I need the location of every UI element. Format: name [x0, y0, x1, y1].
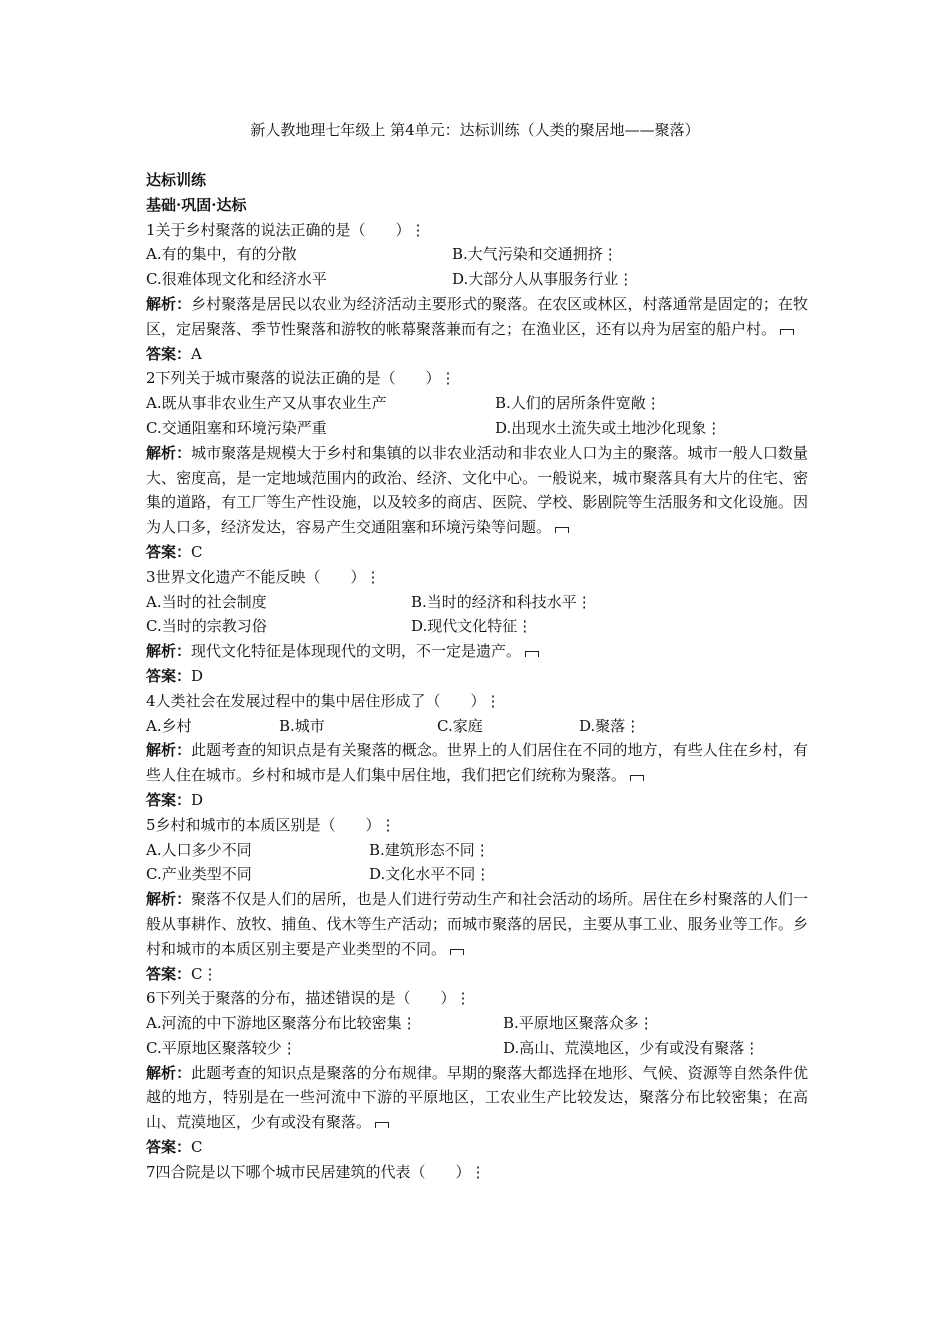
analysis-text: 此题考查的知识点是有关聚落的概念。世界上的人们居住在不同的地方，有些人住在乡村，有些人住在城市。乡村和城市是人们集中居住地，我们把它们统称为聚落。 [146, 741, 808, 785]
option-b: B.人们的居所条件宽敞⋮ [495, 394, 661, 413]
option-b: B.当时的经济和科技水平⋮ [411, 592, 592, 611]
option-a: A.当时的社会制度 [146, 592, 267, 611]
options-row [146, 391, 808, 416]
answer-label: 答案： [146, 344, 192, 363]
question-block-3 [146, 565, 808, 689]
question-stem: 1关于乡村聚落的说法正确的是（ ）⋮ [146, 220, 426, 239]
question-stem: 2下列关于城市聚落的说法正确的是（ ）⋮ [146, 369, 456, 388]
edit-mark-icon [555, 527, 569, 533]
question-block-1 [146, 218, 808, 367]
analysis-paragraph [146, 292, 808, 342]
answer-label: 答案： [146, 666, 192, 685]
analysis-paragraph [146, 738, 808, 788]
question-stem: 4人类社会在发展过程中的集中居住形成了（ ）⋮ [146, 691, 501, 710]
options-row [146, 1011, 808, 1036]
answer-value: C [191, 1138, 203, 1157]
analysis-paragraph [146, 441, 808, 540]
option-b: B.平原地区聚落众多⋮ [503, 1014, 654, 1033]
option-d: D.现代文化特征⋮ [411, 617, 533, 636]
answer-value: C [191, 542, 203, 561]
answer-value: D [191, 666, 204, 685]
options-row [146, 590, 808, 615]
option-a: A.有的集中，有的分散 [146, 245, 297, 264]
question-stem: 3世界文化遗产不能反映（ ）⋮ [146, 567, 381, 586]
document-title: 新人教地理七年级上 第4单元：达标训练（人类的聚居地——聚落） [250, 121, 700, 139]
answer-label: 答案： [146, 542, 192, 561]
options-row [146, 242, 808, 267]
answer-label: 答案： [146, 790, 192, 809]
question-stem: 6下列关于聚落的分布，描述错误的是（ ）⋮ [146, 989, 471, 1008]
analysis-paragraph [146, 639, 808, 664]
question-stem: 7四合院是以下哪个城市民居建筑的代表（ ）⋮ [146, 1162, 486, 1181]
answer-value: D [191, 790, 204, 809]
analysis-text: 城市聚落是规模大于乡村和集镇的以非农业活动和非农业人口为主的聚落。城市一般人口数量大、密度高，是一定地域范围内的政治、经济、文化中心。一般说来，城市聚落具有大片的住宅、密集的道路，有工厂等生产性设施，以及较多的商店、医院、学校、影剧院等生活服务和文化设施。因为人口多，经济发达，容易产生交通阻塞和环境污染等问题。 [146, 443, 808, 537]
analysis-paragraph [146, 887, 808, 961]
analysis-text: 此题考查的知识点是聚落的分布规律。早期的聚落大都选择在地形、气候、资源等自然条件优越的地方，特别是在一些河流中下游的平原地区，工农业生产比较发达，聚落分布比较密集；在高山、荒漠地区，少有或没有聚落。 [146, 1063, 808, 1132]
answer-line [146, 342, 808, 367]
analysis-paragraph [146, 1061, 808, 1135]
option-d: D.大部分人从事服务行业⋮ [452, 270, 634, 289]
edit-mark-icon [525, 651, 539, 657]
question-block-6 [146, 986, 808, 1160]
options-row [146, 1036, 808, 1061]
question-block-7 [146, 1160, 808, 1185]
analysis-label: 解析： [146, 890, 192, 909]
option-c: C.当时的宗教习俗 [146, 617, 267, 636]
answer-value: A [191, 344, 202, 363]
options-row [146, 614, 808, 639]
document-body [146, 168, 808, 1185]
option-c: C.交通阻塞和环境污染严重 [146, 418, 327, 437]
analysis-label: 解析： [146, 1063, 192, 1082]
options-row [146, 416, 808, 441]
answer-line [146, 664, 808, 689]
edit-mark-icon [450, 949, 464, 955]
question-block-4 [146, 689, 808, 813]
option-b: B.建筑形态不同⋮ [369, 840, 490, 859]
analysis-label: 解析： [146, 294, 192, 313]
answer-label: 答案： [146, 964, 192, 983]
edit-mark-icon [375, 1122, 389, 1128]
options-row [146, 862, 808, 887]
answer-line [146, 788, 808, 813]
section-heading: 达标训练 [146, 171, 207, 189]
edit-mark-icon [630, 775, 644, 781]
answer-line [146, 962, 808, 987]
answer-label: 答案： [146, 1138, 192, 1157]
option-c: C.很难体现文化和经济水平 [146, 270, 327, 289]
option-b: B.大气污染和交通拥挤⋮ [452, 245, 618, 264]
analysis-label: 解析： [146, 642, 192, 661]
answer-line [146, 1135, 808, 1160]
question-block-5 [146, 813, 808, 987]
option-b: B.城市 [279, 716, 325, 735]
option-d: D.文化水平不同⋮ [369, 865, 491, 884]
analysis-text: 聚落不仅是人们的居所，也是人们进行劳动生产和社会活动的场所。居住在乡村聚落的人们一般从事耕作、放牧、捕鱼、伐木等生产活动；而城市聚落的居民，主要从事工业、服务业等工作。乡村和城市的本质区别主要是产业类型的不同。 [146, 890, 808, 958]
options-row [146, 267, 808, 292]
option-c: C.平原地区聚落较少⋮ [146, 1038, 297, 1057]
option-c: C.产业类型不同 [146, 865, 252, 884]
option-a: A.人口多少不同 [146, 840, 252, 859]
analysis-label: 解析： [146, 741, 192, 760]
subsection-heading: 基础·巩固·达标 [146, 195, 247, 214]
option-a: A.河流的中下游地区聚落分布比较密集⋮ [146, 1014, 417, 1033]
option-d: D.出现水土流失或土地沙化现象⋮ [495, 418, 722, 437]
option-c: C.家庭 [437, 716, 483, 735]
analysis-text: 现代文化特征是体现现代的文明，不一定是遗产。 [191, 642, 522, 661]
analysis-label: 解析： [146, 443, 192, 462]
answer-value: C⋮ [191, 964, 218, 983]
options-row [146, 714, 808, 739]
edit-mark-icon [780, 329, 794, 335]
option-d: D.聚落⋮ [579, 716, 641, 735]
options-row [146, 838, 808, 863]
analysis-text: 乡村聚落是居民以农业为经济活动主要形式的聚落。在农区或林区，村落通常是固定的；在牧区，定居聚落、季节性聚落和游牧的帐幕聚落兼而有之；在渔业区，还有以舟为居室的船户村。 [146, 294, 808, 338]
option-a: A.既从事非农业生产又从事农业生产 [146, 394, 387, 413]
question-stem: 5乡村和城市的本质区别是（ ）⋮ [146, 815, 396, 834]
answer-line [146, 540, 808, 565]
question-block-2 [146, 366, 808, 564]
option-d: D.高山、荒漠地区，少有或没有聚落⋮ [503, 1038, 760, 1057]
option-a: A.乡村 [146, 716, 192, 735]
